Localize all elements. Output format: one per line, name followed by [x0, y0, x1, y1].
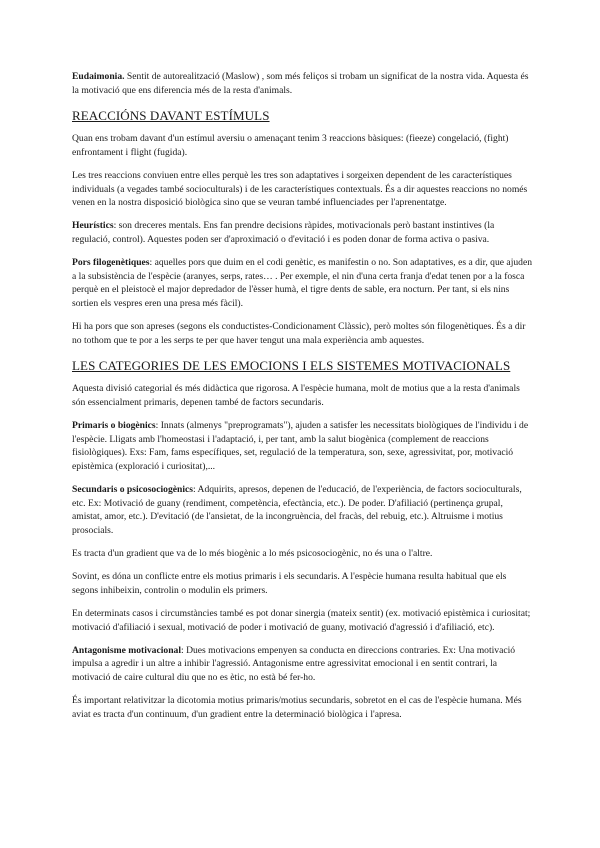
secundaris-paragraph: Secundaris o psicosociogènics: Adquirits, apresos, depenen de l'educació, de l'experiència, de factors socioculturals, etc. Ex: Motivació de guany (rendiment, competència, efectància, etc.). De poder. D'afiliació (pertinença grupal, amistat, amor, etc.). D'evitació (de l'ansietat, de la incongruència, del fracàs, del rebuig, etc.). Altruisme i motius prosocials.: [72, 484, 522, 536]
pors-paragraph: Pors filogenètiques: aquelles pors que duim en el codi genètic, es manifestin o no. Son adaptatives, es a dir, que ajuden a la subsistència de l'espècie (aranyes, serps, rates… . Per exemple, el nin d'una certa franja d'edat tenen por a la fosca perquè en el pleistocè el major depredador de l'èsser humà, el tigre dents de sable, era nocturn. Per tant, si els nins sortien els vespres eren una presa més fàcil).: [72, 257, 533, 309]
primaris-paragraph: Primaris o biogènics: Innats (almenys "preprogramats"), ajuden a satisfer les necessitats biològiques de l'individu i de l'espècie. Lligats amb l'homeostasi i l'adaptació, i, per tant, amb la salut biogènica (complement de reaccions fisiològiques). Exs: Fam, fams específiques, set, regulació de la temperatura, son, sexe, agressivitat, por, motivació epistèmica (exploració i curiositat),...: [72, 420, 529, 472]
paragraph: En determinats casos i circumstàncies també es pot donar sinergia (mateix sentit) (ex. motivació epistèmica i curiositat; motivació d'afiliació i sexual, motivació de poder i motivació de guany, motivació d'agressió i d'afiliació, etc).: [72, 607, 531, 633]
intro-term: Eudaimonia.: [72, 71, 125, 82]
intro-text: Sentit de autorealització (Maslow) , som més feliços si trobam un significat de la nostra vida. Aquesta és la motivació que ens diferencia més de la resta d'animals.: [72, 71, 529, 96]
paragraph: És important relativitzar la dicotomia motius primaris/motius secundaris, sobretot en el cas de l'espècie humana. Més aviat es tracta d'un continuum, d'un gradient entre la determinació biològica i l'apresa.: [72, 695, 522, 720]
paragraph: Aquesta divisió categorial és més didàctica que rigorosa. A l'espècie humana, molt de motius que a la resta d'animals són essencialment primaris, depenen també de factors secundaris.: [72, 383, 520, 408]
primaris-term: Primaris o biogènics: [72, 420, 156, 432]
paragraph: Sovint, es dóna un conflicte entre els motius primaris i els secundaris. A l'espècie humana resulta habitual que els segons inhibeixin, controlin o modulin els primers.: [72, 571, 507, 596]
paragraph: Quan ens trobam davant d'un estímul aversiu o amenaçant tenim 3 reaccions bàsiques: (fieeze) congelació, (fight) enfrontament i flight (fugida).: [72, 133, 509, 158]
heuristics-paragraph: Heurístics: son dreceres mentals. Ens fan prendre decisions ràpides, motivacionals però bastant instintives (la regulació, control). Aquestes poden ser d'aproximació o d'evitació i es poden donar de forma activa o pasiva.: [72, 220, 495, 245]
heuristics-term: Heurístics: [72, 220, 114, 232]
paragraph: Les tres reaccions conviuen entre elles perquè les tres son adaptatives i sorgeixen dependent de les característiques individuals (a vegades també socioculturals) i de les característiques contextuals. És a dir aquestes reaccions no només venen en la nostra disposició biològica sino que se veuran també influenciades per l'aprenentatge.: [72, 169, 528, 209]
document-page: [72, 66, 534, 731]
antagonisme-paragraph: Antagonisme motivacional: Dues motivacions empenyen sa conducta en direccions contraries. Ex: Una motivació impulsa a agredir i un altre a inhibir l'agressió. Antagonisme entre agressivitat emocional i en sentit contrari, la motivació de caire cultural diu que no es ètic, no està bé fer-ho.: [72, 644, 516, 683]
secundaris-term: Secundaris o psicosociogènics: [72, 484, 193, 496]
pors-term: Pors filogenètiques: [72, 257, 150, 269]
section-heading-reaccions: REACCIÓNS DAVANT ESTÍMULS: [72, 108, 270, 124]
section-heading-categories: LES CATEGORIES DE LES EMOCIONS I ELS SISTEMES MOTIVACIONALS: [72, 358, 511, 374]
paragraph: Es tracta d'un gradient que va de lo més biogènic a lo més psicosociogènic, no és una o l'altre.: [72, 548, 433, 559]
intro-paragraph: [72, 70, 534, 97]
paragraph: Hi ha pors que son apreses (segons els conductistes-Condicionament Clàssic), però moltes són filogenètiques. És a dir no tothom que te por a les serps te per que haver tengut una mala experiència amb aquestes.: [72, 321, 526, 346]
antagonisme-term: Antagonisme motivacional: [72, 644, 181, 656]
